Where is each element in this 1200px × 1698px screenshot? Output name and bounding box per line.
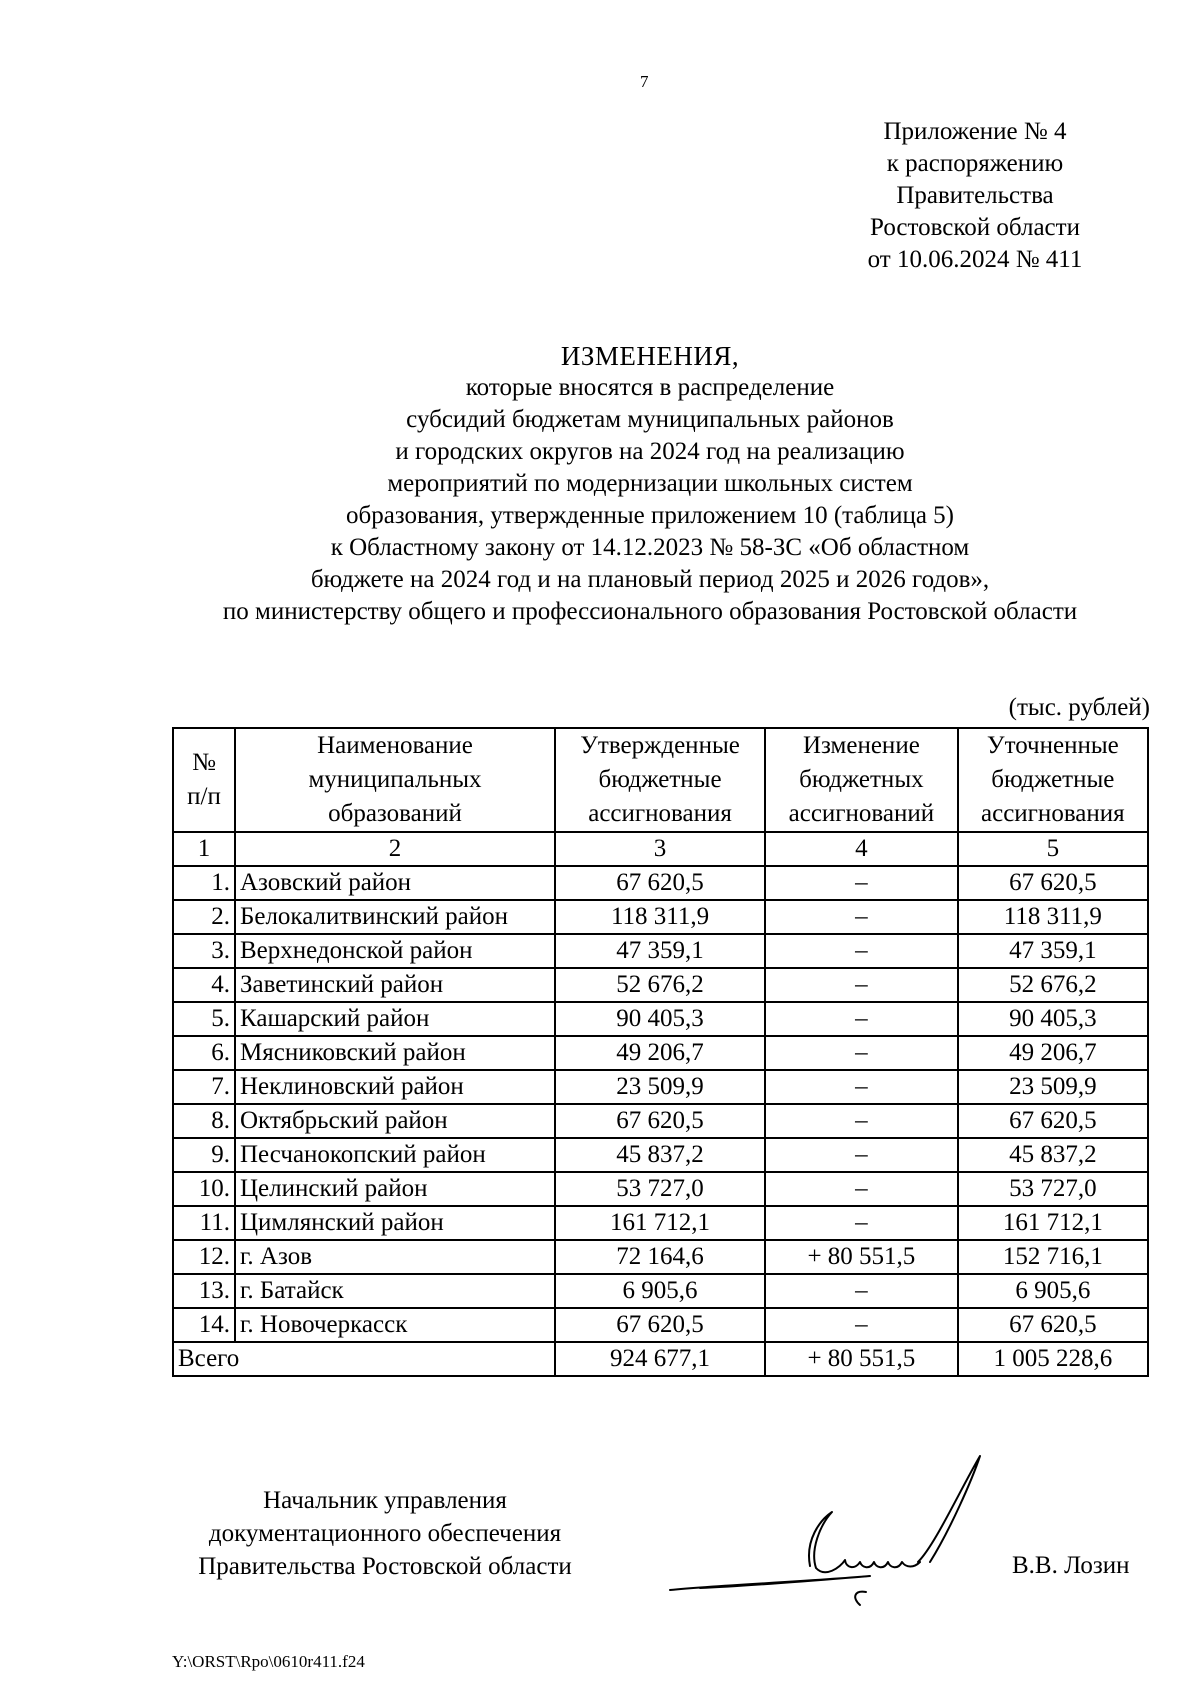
position-line: Правительства Ростовской области [198, 1553, 572, 1580]
header-approved [555, 728, 765, 832]
approved-amount: 47 359,1 [555, 934, 765, 968]
title-line: субсидий бюджетам муниципальных районов [406, 406, 894, 433]
appendix-line: от 10.06.2024 № 411 [867, 246, 1083, 273]
approved-amount: 49 206,7 [555, 1036, 765, 1070]
title-line: бюджете на 2024 год и на плановый период 2025 и 2026 годов», [310, 566, 990, 593]
column-number-row [173, 832, 1148, 866]
municipality-name: Целинский район [235, 1172, 555, 1206]
row-number: 7. [173, 1070, 235, 1104]
updated-amount: 53 727,0 [958, 1172, 1148, 1206]
approved-amount: 118 311,9 [555, 900, 765, 934]
appendix-line: к распоряжению [886, 150, 1064, 177]
row-number: 4. [173, 968, 235, 1002]
table-row [173, 1104, 1148, 1138]
appendix-line: Приложение № 4 [883, 118, 1067, 145]
units-label: (тыс. рублей) [1008, 694, 1150, 721]
updated-amount: 67 620,5 [958, 866, 1148, 900]
row-number: 8. [173, 1104, 235, 1138]
approved-amount: 45 837,2 [555, 1138, 765, 1172]
appendix-reference [845, 116, 1105, 276]
header-text: ассигнования [981, 800, 1125, 827]
total-approved: 924 677,1 [555, 1342, 765, 1376]
signatory-name: В.В. Лозин [1012, 1552, 1130, 1579]
header-text: Наименование [317, 732, 473, 759]
approved-amount: 53 727,0 [555, 1172, 765, 1206]
change-amount: – [765, 866, 958, 900]
table-row [173, 1002, 1148, 1036]
change-amount: + 80 551,5 [765, 1240, 958, 1274]
updated-amount: 161 712,1 [958, 1206, 1148, 1240]
header-text: муниципальных [308, 766, 482, 793]
approved-amount: 67 620,5 [555, 866, 765, 900]
header-text: Утвержденные [580, 732, 740, 759]
row-number: 6. [173, 1036, 235, 1070]
updated-amount: 67 620,5 [958, 1308, 1148, 1342]
column-number: 5 [958, 832, 1148, 866]
table-row [173, 1240, 1148, 1274]
header-updated [958, 728, 1148, 832]
appendix-line: Правительства [896, 182, 1054, 209]
title-line: по министерству общего и профессионального образования Ростовской области [222, 598, 1078, 625]
updated-amount: 49 206,7 [958, 1036, 1148, 1070]
column-number: 4 [765, 832, 958, 866]
header-text: бюджетных [799, 766, 924, 793]
table-row [173, 1274, 1148, 1308]
table-row [173, 1070, 1148, 1104]
total-row [173, 1342, 1148, 1376]
municipality-name: Мясниковский район [235, 1036, 555, 1070]
change-amount: – [765, 1104, 958, 1138]
header-text: п/п [187, 783, 221, 810]
header-text: № [192, 749, 216, 776]
row-number: 9. [173, 1138, 235, 1172]
table-row [173, 866, 1148, 900]
approved-amount: 72 164,6 [555, 1240, 765, 1274]
column-number: 3 [555, 832, 765, 866]
change-amount: – [765, 1138, 958, 1172]
updated-amount: 90 405,3 [958, 1002, 1148, 1036]
municipality-name: Песчанокопский район [235, 1138, 555, 1172]
approved-amount: 6 905,6 [555, 1274, 765, 1308]
header-name [235, 728, 555, 832]
table-header-row [173, 728, 1148, 832]
total-updated: 1 005 228,6 [958, 1342, 1148, 1376]
header-text: Изменение [802, 732, 920, 759]
header-change [765, 728, 958, 832]
signature-stroke [855, 1592, 866, 1605]
position-line: Начальник управления [263, 1487, 507, 1514]
change-amount: – [765, 900, 958, 934]
municipality-name: Цимлянский район [235, 1206, 555, 1240]
table-row [173, 968, 1148, 1002]
approved-amount: 23 509,9 [555, 1070, 765, 1104]
change-amount: – [765, 934, 958, 968]
updated-amount: 45 837,2 [958, 1138, 1148, 1172]
change-amount: – [765, 1274, 958, 1308]
municipality-name: Неклиновский район [235, 1070, 555, 1104]
table-row [173, 900, 1148, 934]
title-heading: ИЗМЕНЕНИЯ, [560, 341, 740, 371]
row-number: 3. [173, 934, 235, 968]
approved-amount: 67 620,5 [555, 1104, 765, 1138]
updated-amount: 52 676,2 [958, 968, 1148, 1002]
municipality-name: г. Азов [235, 1240, 555, 1274]
table-row [173, 1138, 1148, 1172]
row-number: 10. [173, 1172, 235, 1206]
change-amount: – [765, 968, 958, 1002]
updated-amount: 152 716,1 [958, 1240, 1148, 1274]
updated-amount: 23 509,9 [958, 1070, 1148, 1104]
updated-amount: 6 905,6 [958, 1274, 1148, 1308]
title-line: образования, утвержденные приложением 10 (таблица 5) [345, 502, 955, 529]
header-text: ассигнований [788, 800, 935, 827]
total-label: Всего [173, 1342, 555, 1376]
municipality-name: Заветинский район [235, 968, 555, 1002]
change-amount: – [765, 1070, 958, 1104]
row-number: 2. [173, 900, 235, 934]
header-text: ассигнования [588, 800, 732, 827]
handwritten-signature [660, 1450, 1000, 1620]
appendix-line: Ростовской области [870, 214, 1080, 241]
change-amount: – [765, 1308, 958, 1342]
municipality-name: Кашарский район [235, 1002, 555, 1036]
change-amount: – [765, 1172, 958, 1206]
total-change: + 80 551,5 [765, 1342, 958, 1376]
file-path: Y:\ORST\Rpo\0610r411.f24 [172, 1652, 365, 1671]
column-number: 1 [173, 832, 235, 866]
page-number: 7 [640, 72, 649, 91]
title-line: к Областному закону от 14.12.2023 № 58-ЗС «Об областном [330, 534, 970, 561]
updated-amount: 118 311,9 [958, 900, 1148, 934]
table-row [173, 934, 1148, 968]
change-amount: – [765, 1206, 958, 1240]
table-row [173, 1206, 1148, 1240]
signature-stroke [918, 1456, 980, 1562]
municipality-name: Азовский район [235, 866, 555, 900]
change-amount: – [765, 1002, 958, 1036]
change-amount: – [765, 1036, 958, 1070]
document-title [170, 340, 1130, 628]
table-row [173, 1172, 1148, 1206]
approved-amount: 90 405,3 [555, 1002, 765, 1036]
approved-amount: 161 712,1 [555, 1206, 765, 1240]
updated-amount: 67 620,5 [958, 1104, 1148, 1138]
header-no [173, 728, 235, 832]
signatory-position [170, 1484, 600, 1583]
row-number: 14. [173, 1308, 235, 1342]
title-line: и городских округов на 2024 год на реализацию [395, 438, 905, 465]
header-text: бюджетные [991, 766, 1115, 793]
header-text: образований [328, 800, 462, 827]
row-number: 11. [173, 1206, 235, 1240]
signature-stroke [809, 1512, 920, 1572]
position-line: документационного обеспечения [208, 1520, 562, 1547]
municipality-name: Верхнедонской район [235, 934, 555, 968]
title-line: мероприятий по модернизации школьных систем [387, 470, 913, 497]
title-line: которые вносятся в распределение [465, 374, 835, 401]
header-text: бюджетные [598, 766, 722, 793]
approved-amount: 52 676,2 [555, 968, 765, 1002]
header-text: Уточненные [986, 732, 1119, 759]
municipality-name: г. Батайск [235, 1274, 555, 1308]
table-row [173, 1036, 1148, 1070]
column-number: 2 [235, 832, 555, 866]
municipality-name: г. Новочеркасск [235, 1308, 555, 1342]
row-number: 1. [173, 866, 235, 900]
row-number: 12. [173, 1240, 235, 1274]
signature-stroke [670, 1576, 870, 1590]
row-number: 13. [173, 1274, 235, 1308]
row-number: 5. [173, 1002, 235, 1036]
municipality-name: Октябрьский район [235, 1104, 555, 1138]
municipality-name: Белокалитвинский район [235, 900, 555, 934]
table-row [173, 1308, 1148, 1342]
updated-amount: 47 359,1 [958, 934, 1148, 968]
approved-amount: 67 620,5 [555, 1308, 765, 1342]
budget-table [172, 727, 1149, 1377]
